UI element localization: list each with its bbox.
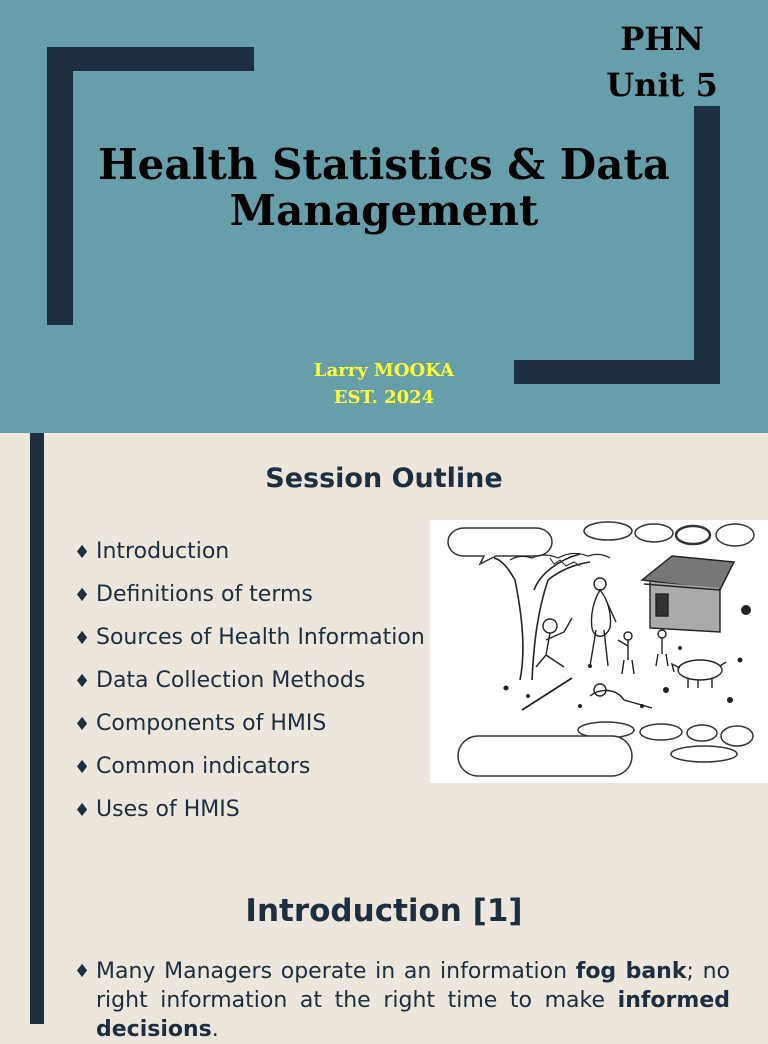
introduction-heading: Introduction [1] bbox=[245, 893, 523, 929]
frame-bar-top-left bbox=[47, 47, 254, 71]
intro-text-part: . bbox=[211, 1017, 219, 1042]
diamond-bullet-icon: ♦ bbox=[74, 757, 91, 778]
unit-code-line1: PHN bbox=[620, 20, 704, 58]
village-sketch-drawing bbox=[430, 520, 768, 783]
diamond-bullet-icon: ♦ bbox=[74, 714, 91, 735]
introduction-text bbox=[96, 957, 730, 1044]
title-slide bbox=[0, 0, 768, 433]
outline-item bbox=[74, 666, 425, 709]
diamond-bullet-icon: ♦ bbox=[74, 800, 91, 821]
outline-item-label: Sources of Health Information bbox=[96, 625, 425, 650]
outline-item bbox=[74, 580, 425, 623]
author-block bbox=[0, 357, 768, 411]
outline-item bbox=[74, 709, 425, 752]
intro-emphasis-informed-decisions: informed decisions bbox=[96, 988, 730, 1042]
village-sketch-illustration bbox=[430, 520, 768, 783]
outline-item-label: Definitions of terms bbox=[96, 582, 313, 607]
outline-heading: Session Outline bbox=[265, 463, 503, 494]
outline-list bbox=[74, 537, 425, 838]
introduction-slide bbox=[0, 865, 768, 1042]
outline-item bbox=[74, 537, 425, 580]
outline-item-label: Introduction bbox=[96, 539, 230, 564]
outline-slide bbox=[0, 433, 768, 865]
diamond-bullet-icon: ♦ bbox=[74, 628, 91, 649]
outline-item bbox=[74, 752, 425, 795]
outline-item-label: Data Collection Methods bbox=[96, 668, 366, 693]
diamond-bullet-icon: ♦ bbox=[74, 542, 91, 563]
outline-item-label: Uses of HMIS bbox=[96, 797, 240, 822]
outline-item-label: Common indicators bbox=[96, 754, 311, 779]
intro-text-part: ; no right information at the right time to make bbox=[96, 959, 731, 1013]
outline-item bbox=[74, 623, 425, 666]
introduction-paragraph bbox=[74, 957, 730, 1044]
presentation-title: Health Statistics & Data Management bbox=[97, 140, 671, 235]
diamond-bullet-icon: ♦ bbox=[74, 585, 91, 606]
diamond-bullet-icon: ♦ bbox=[74, 961, 91, 982]
intro-text-part: Many Managers operate in an information bbox=[96, 959, 576, 984]
unit-code bbox=[602, 16, 722, 108]
author-name: Larry MOOKA bbox=[313, 360, 455, 381]
outline-item-label: Components of HMIS bbox=[96, 711, 327, 736]
unit-code-line2: Unit 5 bbox=[606, 66, 718, 104]
outline-item bbox=[74, 795, 425, 838]
diamond-bullet-icon: ♦ bbox=[74, 671, 91, 692]
intro-emphasis-fog-bank: fog bank bbox=[575, 959, 687, 984]
established-year: EST. 2024 bbox=[333, 387, 435, 408]
left-accent-bar bbox=[30, 865, 44, 1024]
left-accent-bar bbox=[30, 433, 44, 865]
